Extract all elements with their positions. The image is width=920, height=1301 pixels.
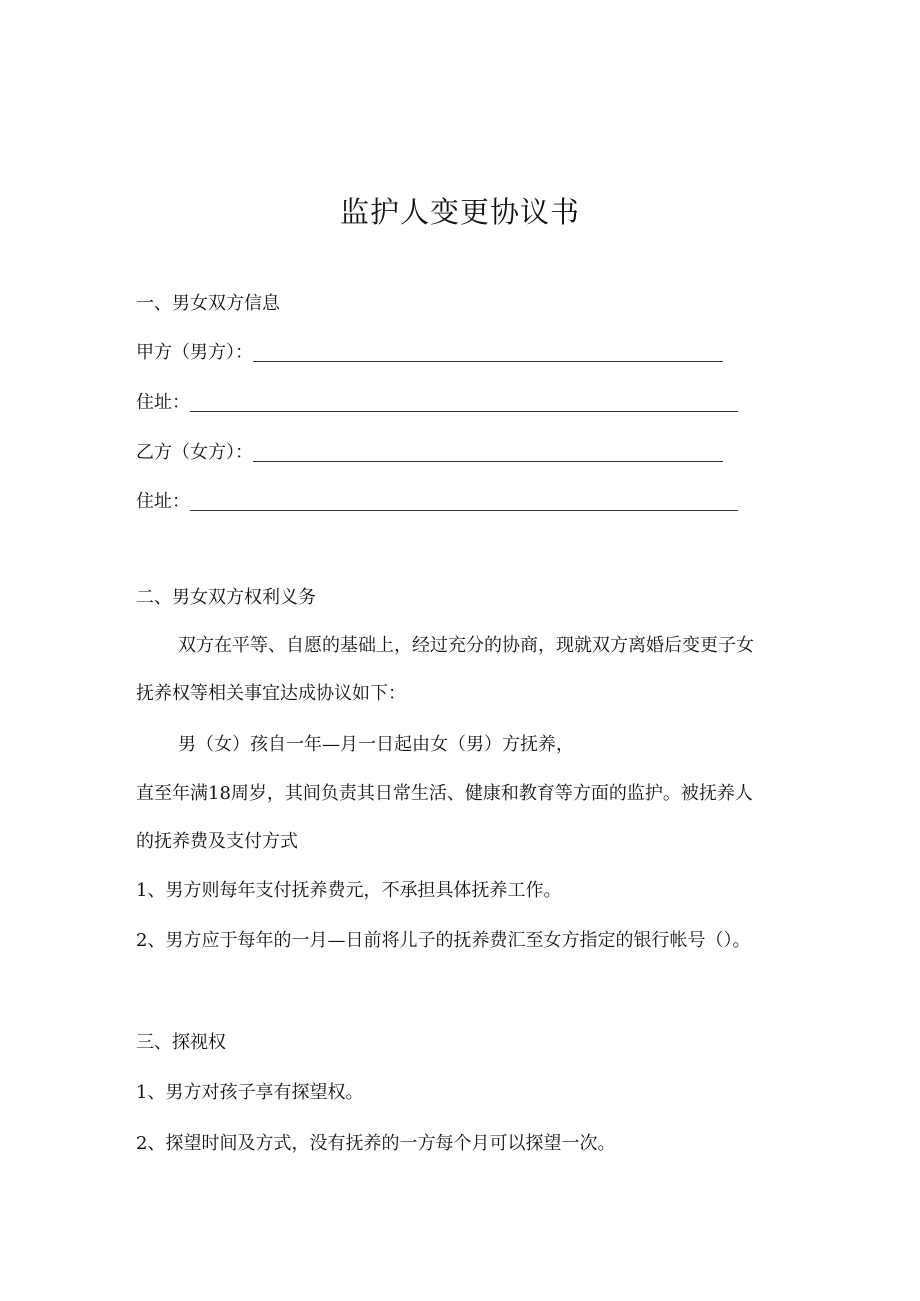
party-b-field [136, 441, 723, 465]
section3-item1: 1、男方对孩子享有探望权。 [136, 1082, 364, 1103]
party-b-address-label: 住址： [136, 491, 190, 512]
party-a-address-field [136, 391, 738, 415]
section2-heading: 二、男女双方权利义务 [136, 587, 316, 608]
section2-item2: 2、男方应于每年的一月—日前将儿子的抚养费汇至女方指定的银行帐号（）。 [136, 930, 751, 951]
party-a-address-blank-line [190, 393, 738, 412]
party-a-field [136, 341, 723, 365]
section2-para1-line2: 抚养权等相关事宜达成协议如下： [136, 683, 406, 704]
document-title: 监护人变更协议书 [339, 195, 580, 229]
section2-para2-line3: 的抚养费及支付方式 [136, 831, 298, 852]
party-a-blank-line [253, 343, 723, 362]
section3-heading: 三、探视权 [136, 1032, 226, 1053]
section3-item2: 2、探望时间及方式，没有抚养的一方每个月可以探望一次。 [136, 1133, 616, 1154]
section2-item1: 1、男方则每年支付抚养费元，不承担具体抚养工作。 [136, 880, 562, 901]
party-b-label: 乙方（女方）： [136, 442, 253, 463]
party-a-label: 甲方（男方）： [136, 342, 253, 363]
section1-heading: 一、男女双方信息 [136, 293, 280, 314]
section2-para2-line2: 直至年满18周岁，其间负责其日常生活、健康和教育等方面的监护。被抚养人 [136, 783, 753, 804]
section2-para2-line1: 男（女）孩自一年—月一日起由女（男）方抚养， [178, 734, 574, 755]
party-b-address-blank-line [190, 492, 738, 511]
party-b-address-field [136, 490, 738, 514]
section2-para1-line1: 双方在平等、自愿的基础上，经过充分的协商，现就双方离婚后变更子女 [178, 635, 754, 656]
party-a-address-label: 住址： [136, 392, 190, 413]
party-b-blank-line [253, 443, 723, 462]
